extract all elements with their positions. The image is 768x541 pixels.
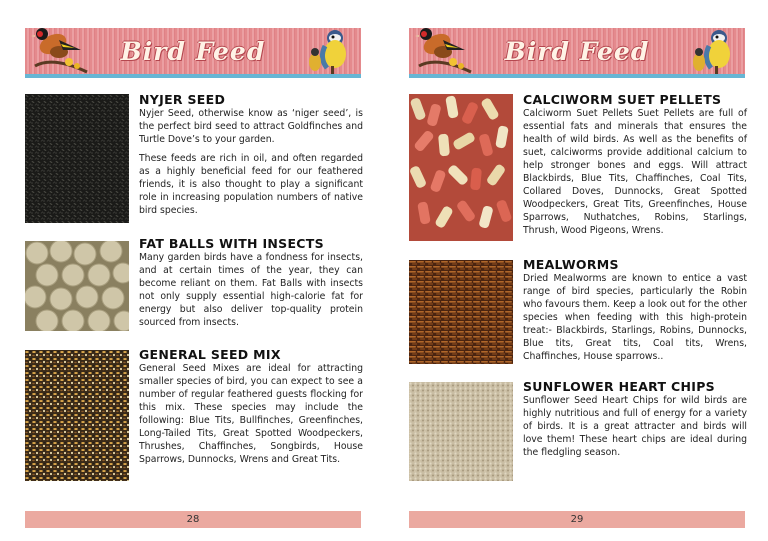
general-seed-mix-photo — [25, 350, 129, 481]
fat-balls-paragraph-1: Many garden birds have a fondness for insects, and at certain times of the year, they can become reliant on them. Fat Balls with insects not only supply essential high-calorie fat for energy but also deliver top-quality protein sourced from insects. — [139, 252, 363, 329]
page-header-banner — [25, 28, 361, 78]
header-title: Bird Feed — [504, 37, 650, 66]
sunflower-heart-chips-paragraph-1: Sunflower Seed Heart Chips for wild birds are highly nutritious and full of energy for a variety of birds. It is a great attracter and birds will love them! These heart chips are ideal during the fledgling season. — [523, 395, 747, 459]
nyjer-seed-paragraph-2: These feeds are rich in oil, and often regarded as a highly beneficial feed for our feathered friends, it is also thought to play a significant role in increasing population numbers of native bird species. — [139, 153, 363, 217]
fat-balls-title: FAT BALLS WITH INSECTS — [139, 236, 324, 251]
sunflower-heart-chips-description — [523, 394, 747, 465]
general-seed-mix-description — [139, 362, 363, 472]
sunflower-heart-chips-photo — [409, 382, 513, 481]
right-page-footer — [409, 511, 745, 528]
mealworms-description — [523, 272, 747, 369]
nyjer-seed-description — [139, 107, 363, 223]
nyjer-seed-paragraph-1: Nyjer Seed, otherwise know as ‘niger seed’, is the perfect bird seed to attract Goldfinches and Turtle Dove’s to your garden. — [139, 108, 363, 146]
general-seed-mix-paragraph-1: General Seed Mixes are ideal for attracting smaller species of bird, you can expect to see a number of regular feathered guests flocking for this mix. These species may include the following: Blue Tits, Bullfinches, Greenfinches, Long-Tailed Tits, Great Spotted Woodpeckers, Thrushes, Chaffinches, Songbirds, House Sparrows, Dunnocks, Wrens and Great Tits. — [139, 363, 363, 466]
header-title: Bird Feed — [120, 37, 266, 66]
calciworm-suet-pellets-photo — [409, 94, 513, 241]
calciworm-suet-pellets-title: CALCIWORM SUET PELLETS — [523, 92, 722, 107]
fat-balls-photo — [25, 241, 129, 331]
left-page-footer — [25, 511, 361, 528]
mealworms-paragraph-1: Dried Mealworms are known to entice a vast range of bird species, particularly the Robin who favours them. Keep a look out for the other species when feeding with this high-protein treat:- Blackbirds, Starlings, Robins, Dunnocks, Blue tits, Great tits, Coal tits, Wrens, Chaffinches, House sparrows.. — [523, 273, 747, 363]
calciworm-suet-pellets-description — [523, 107, 747, 243]
right-page — [384, 0, 768, 541]
mealworms-title: MEALWORMS — [523, 257, 619, 272]
nyjer-seed-photo — [25, 94, 129, 223]
calciworm-suet-pellets-paragraph-1: Calciworm Suet Pellets Suet Pellets are full of essential fats and minerals that ensures the health of wild birds. As well as the benefits of suet, calciworms provide additional calcium to help stronger bones and eggs. Will attract Blackbirds, Blue Tits, Chaffinches, Coal Tits, Collared Doves, Dunnocks, Great Spotted Woodpeckers, Great Tits, Greenfinches, House Sparrows, Nuthatches, Robins, Starlings, Thrush, Wood Pigeons, Wrens. — [523, 108, 747, 237]
left-page-number: 28 — [186, 514, 200, 525]
fat-balls-description — [139, 251, 363, 335]
right-page-number: 29 — [570, 514, 584, 525]
page-header-banner — [409, 28, 745, 78]
sunflower-heart-chips-title: SUNFLOWER HEART CHIPS — [523, 379, 715, 394]
mealworms-photo — [409, 260, 513, 364]
nyjer-seed-title: NYJER SEED — [139, 92, 226, 107]
general-seed-mix-title: GENERAL SEED MIX — [139, 347, 281, 362]
